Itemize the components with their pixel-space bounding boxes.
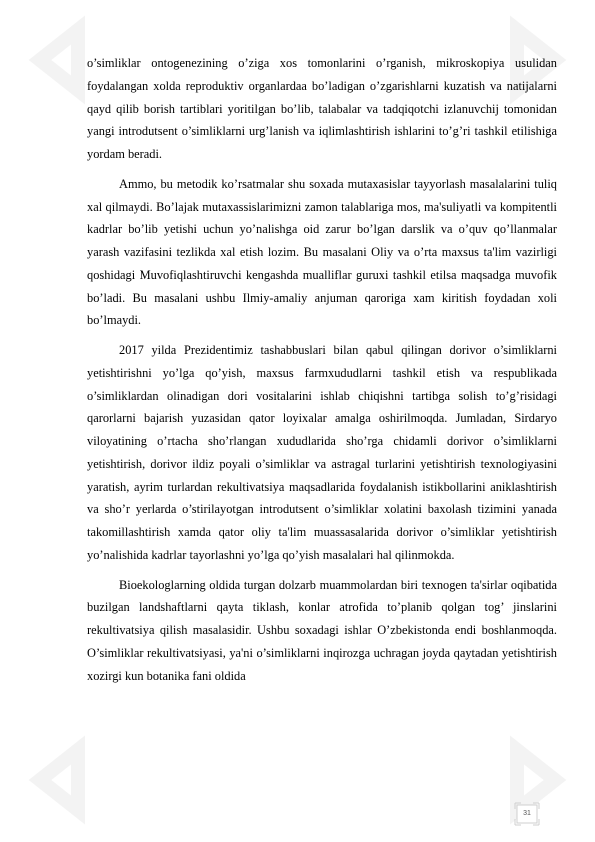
paragraph-4: Bioekologlarning oldida turgan dolzarb muammolardan biri texnogen ta'sirlar oqibatida buzilgan landshaftlarni qayta tiklash, konlar atrofida to’planib qolgan tog’ jinslarini rekultivatsiya qilish masalasidir. Ushbu soxadagi ishlar O’zbekistonda endi boshlanmoqda. O’simliklar rekultivatsiyasi, ya'ni o’simliklarni inqirozga uchragan joyda qaytadan yetishtirish xozirgi kun botanika fani oldida — [87, 577, 557, 683]
page-number-badge — [512, 799, 542, 829]
paragraph-2: Ammo, bu metodik ko’rsatmalar shu soxada mutaxasislar tayyorlash masalalarini tuliq xal qilmaydi. Bo’lajak mutaxassislarimizni zamon talablariga mos, ma'suliyatli va kompitentli kadrlar bo’lib yetishi uchun yo’nalishga oid zarur bo’lgan darslik va o’quv qo’llanmalar yarash vazifasini tezlikda xal etish lozim. Bu masalani Oliy va o’rta maxsus ta'lim vazirligi qoshidagi Muvofiqlashtiruvchi kengashda mualliflar guruxi tashkil etilsa maqsadga muvofik bo’ladi. Bu masalani ushbu Ilmiy-amaliy anjuman qaroriga xam kiritish foydadan xoli bo’lmaydi. — [87, 176, 557, 328]
page-number: 31 — [523, 810, 531, 817]
paragraph-1: o’simliklar ontogenezining o’ziga xos tomonlarini o’rganish, mikroskopiya usulidan foydalangan xolda reproduktiv organlardaa bo’ladigan o’zgarishlarni kuzatish va natijalarni qayd qilib borish tartiblari yoritilgan bo’lib, talabalar va tadqiqotchi izlanuvchij tomonidan yangi introdutsent o’simliklarni urg’lanish va iqlimlashtirish ishlarini to’g’ri tashkil etilishiga yordam beradi. — [87, 56, 557, 161]
paragraph-3: 2017 yilda Prezidentimiz tashabbuslari bilan qabul qilingan dorivor o’simliklarni yetishtirishni yo’lga qo’yish, maxsus farmxududlarni tashkil etish va respublikada o’simliklardan olinadigan dori vositalarini ishlab chiqishni tartibga solish to’g’risidagi qarorlarni bajarish yuzasidan qator loyixalar amalga oshirilmoqda. Jumladan, Sirdaryo viloyatining o’rtacha sho’rlangan xududlarida sho’rga chidamli dorivor o’simliklarni yetishtirish, dorivor ildiz poyali o’simliklar va astragal turlarini yetishtirish texnologiyasini yaratish, ayrim turlardan rekultivatsiya maqsadlarida foydalanish istikbollarini aniklashtirish va sho’r yerlarda o’stirilayotgan introdutsent o’simliklar xolatini baxolash tizimini yanada takomillashtirish xamda qator oliy ta'lim muassasalarida dorivor o’simliklar yetishtirish yo’nalishida kadrlar tayorlashni yo’lga qo’yish masalalari hal qilinmokda. — [87, 343, 557, 562]
document-body — [87, 52, 557, 687]
